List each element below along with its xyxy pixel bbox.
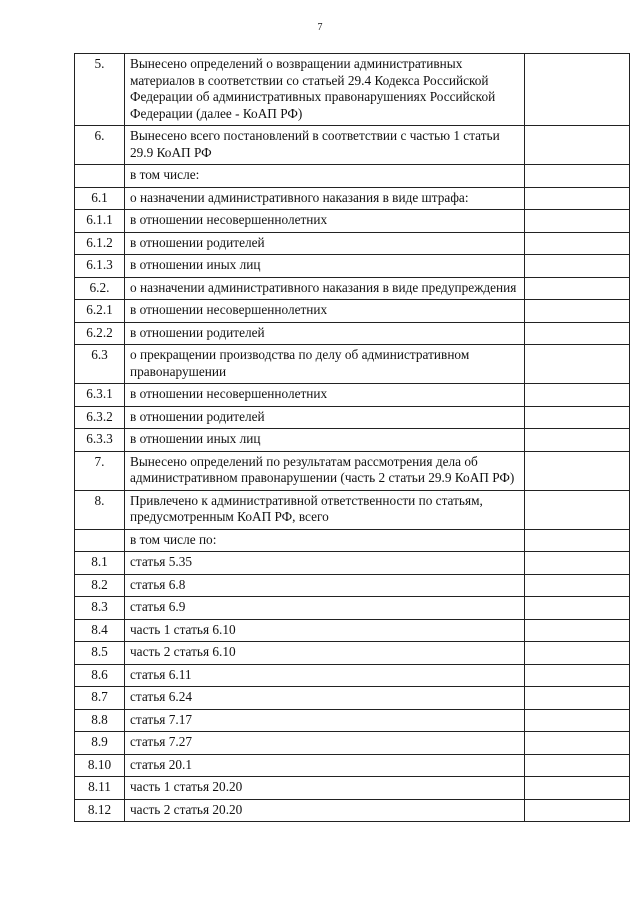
row-description-cell: статья 5.35 [125,552,525,575]
row-value-cell [525,232,630,255]
row-number-cell: 6.2.2 [75,322,125,345]
table-row [75,754,630,777]
row-value-cell [525,406,630,429]
row-number-cell: 6.3 [75,345,125,384]
table-row [75,490,630,529]
row-number-cell: 6.1 [75,187,125,210]
row-description-cell: в отношении родителей [125,322,525,345]
report-table-body [75,54,630,822]
row-description-cell: статья 7.27 [125,732,525,755]
row-description-cell: о назначении административного наказания в виде предупреждения [125,277,525,300]
row-number-cell: 6.2.1 [75,300,125,323]
table-row [75,799,630,822]
table-row [75,529,630,552]
row-value-cell [525,300,630,323]
row-value-cell [525,642,630,665]
table-row [75,187,630,210]
row-value-cell [525,597,630,620]
row-number-cell: 8.12 [75,799,125,822]
table-row [75,126,630,165]
table-row [75,642,630,665]
row-description-cell: в отношении несовершеннолетних [125,384,525,407]
row-value-cell [525,777,630,800]
row-number-cell: 8.8 [75,709,125,732]
row-value-cell [525,384,630,407]
table-row [75,777,630,800]
row-value-cell [525,490,630,529]
table-row [75,210,630,233]
row-number-cell: 8.2 [75,574,125,597]
row-description-cell: в отношении иных лиц [125,255,525,278]
row-number-cell: 8.5 [75,642,125,665]
row-number-cell: 8.7 [75,687,125,710]
table-row [75,277,630,300]
row-description-cell: статья 7.17 [125,709,525,732]
row-description-cell: статья 6.11 [125,664,525,687]
row-number-cell: 6. [75,126,125,165]
row-number-cell [75,165,125,188]
row-value-cell [525,210,630,233]
row-value-cell [525,255,630,278]
table-row [75,619,630,642]
table-row [75,300,630,323]
row-description-cell: Вынесено всего постановлений в соответствии с частью 1 статьи 29.9 КоАП РФ [125,126,525,165]
table-row [75,574,630,597]
row-number-cell: 8.6 [75,664,125,687]
row-value-cell [525,54,630,126]
row-description-cell: в отношении несовершеннолетних [125,300,525,323]
row-description-cell: статья 20.1 [125,754,525,777]
table-row [75,732,630,755]
row-value-cell [525,529,630,552]
table-row [75,406,630,429]
row-description-cell: часть 1 статья 20.20 [125,777,525,800]
row-number-cell: 6.1.1 [75,210,125,233]
row-description-cell: в отношении несовершеннолетних [125,210,525,233]
row-value-cell [525,664,630,687]
row-number-cell: 7. [75,451,125,490]
table-row [75,322,630,345]
page-number: 7 [317,22,323,33]
row-number-cell: 6.2. [75,277,125,300]
row-value-cell [525,429,630,452]
table-row [75,709,630,732]
row-number-cell: 5. [75,54,125,126]
row-description-cell: статья 6.9 [125,597,525,620]
row-description-cell: в отношении родителей [125,232,525,255]
row-description-cell: в отношении иных лиц [125,429,525,452]
row-description-cell: в том числе: [125,165,525,188]
row-description-cell: часть 2 статья 20.20 [125,799,525,822]
table-row [75,54,630,126]
row-description-cell: часть 1 статья 6.10 [125,619,525,642]
table-row [75,255,630,278]
row-description-cell: о назначении административного наказания в виде штрафа: [125,187,525,210]
row-value-cell [525,619,630,642]
row-description-cell: в том числе по: [125,529,525,552]
row-value-cell [525,732,630,755]
row-number-cell [75,529,125,552]
table-row [75,664,630,687]
table-row [75,232,630,255]
row-number-cell: 6.3.1 [75,384,125,407]
row-number-cell: 8. [75,490,125,529]
row-value-cell [525,687,630,710]
row-number-cell: 6.1.2 [75,232,125,255]
report-table [74,53,630,822]
row-value-cell [525,451,630,490]
row-description-cell: о прекращении производства по делу об административном правонарушении [125,345,525,384]
row-number-cell: 6.3.2 [75,406,125,429]
row-value-cell [525,754,630,777]
row-number-cell: 8.9 [75,732,125,755]
row-value-cell [525,277,630,300]
row-value-cell [525,574,630,597]
row-number-cell: 8.11 [75,777,125,800]
row-number-cell: 6.3.3 [75,429,125,452]
row-number-cell: 8.4 [75,619,125,642]
row-number-cell: 8.3 [75,597,125,620]
table-row [75,552,630,575]
row-number-cell: 6.1.3 [75,255,125,278]
table-row [75,429,630,452]
row-description-cell: часть 2 статья 6.10 [125,642,525,665]
row-value-cell [525,165,630,188]
table-row [75,597,630,620]
row-description-cell: статья 6.24 [125,687,525,710]
table-row [75,345,630,384]
row-description-cell: Привлечено к административной ответственности по статьям, предусмотренным КоАП РФ, всего [125,490,525,529]
row-value-cell [525,187,630,210]
row-value-cell [525,552,630,575]
row-description-cell: статья 6.8 [125,574,525,597]
row-value-cell [525,799,630,822]
table-row [75,165,630,188]
table-row [75,384,630,407]
row-value-cell [525,345,630,384]
row-value-cell [525,126,630,165]
row-value-cell [525,322,630,345]
row-description-cell: Вынесено определений по результатам рассмотрения дела об административном правонарушении (часть 2 статьи 29.9 КоАП РФ) [125,451,525,490]
table-row [75,687,630,710]
row-value-cell [525,709,630,732]
table-row [75,451,630,490]
row-number-cell: 8.1 [75,552,125,575]
row-description-cell: Вынесено определений о возвращении административных материалов в соответствии со статьей 29.4 Кодекса Российской Федерации об административных правонарушениях Российской Федерации (далее - КоАП РФ) [125,54,525,126]
row-description-cell: в отношении родителей [125,406,525,429]
row-number-cell: 8.10 [75,754,125,777]
